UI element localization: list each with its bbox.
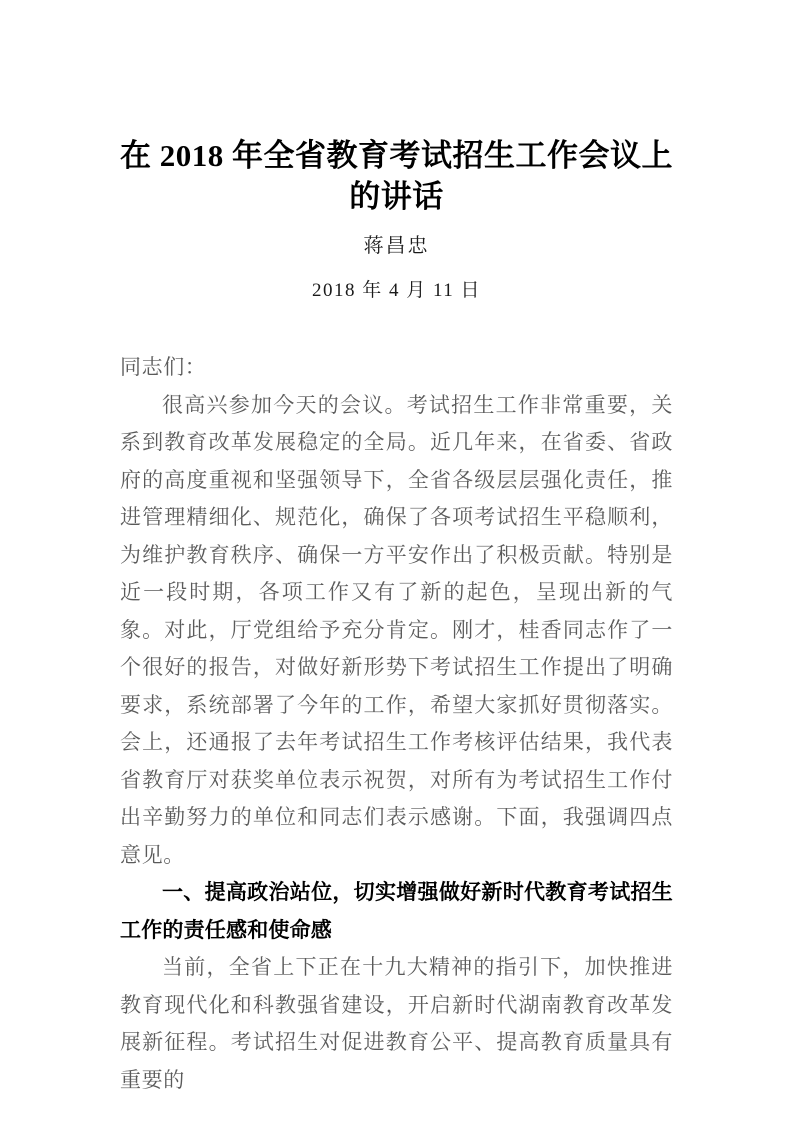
section-heading-one: 一、提高政治站位，切实增强做好新时代教育考试招生工作的责任感和使命感	[120, 881, 673, 942]
section-paragraph: 当前，全省上下正在十九大精神的指引下，加快推进教育现代化和科教强省建设，开启新时代湖南教育改革发展新征程。考试招生对促进教育公平、提高教育质量具有重要的	[120, 955, 673, 1092]
document-author: 蒋昌忠	[363, 235, 430, 257]
page-content	[120, 0, 673, 1099]
page-title: 在 2018 年全省教育考试招生工作会议上的讲话	[120, 138, 673, 214]
salutation-line: 同志们：	[120, 355, 207, 379]
document-date: 2018 年 4 月 11 日	[311, 280, 482, 301]
body-paragraph: 很高兴参加今天的会议。考试招生工作非常重要，关系到教育改革发展稳定的全局。近几年来，在省委、省政府的高度重视和坚强领导下，全省各级层层强化责任，推进管理精细化、规范化，确保了各项考试招生平稳顺利，为维护教育秩序、确保一方平安作出了积极贡献。特别是近一段时期，各项工作又有了新的起色，呈现出新的气象。对此，厅党组给予充分肯定。刚才，桂香同志作了一个很好的报告，对做好新形势下考试招生工作提出了明确要求，系统部署了今年的工作，希望大家抓好贯彻落实。会上，还通报了去年考试招生工作考核评估结果，我代表省教育厅对获奖单位表示祝贺，对所有为考试招生工作付出辛勤努力的单位和同志们表示感谢。下面，我强调四点意见。	[120, 392, 673, 867]
document-body	[120, 305, 673, 1099]
